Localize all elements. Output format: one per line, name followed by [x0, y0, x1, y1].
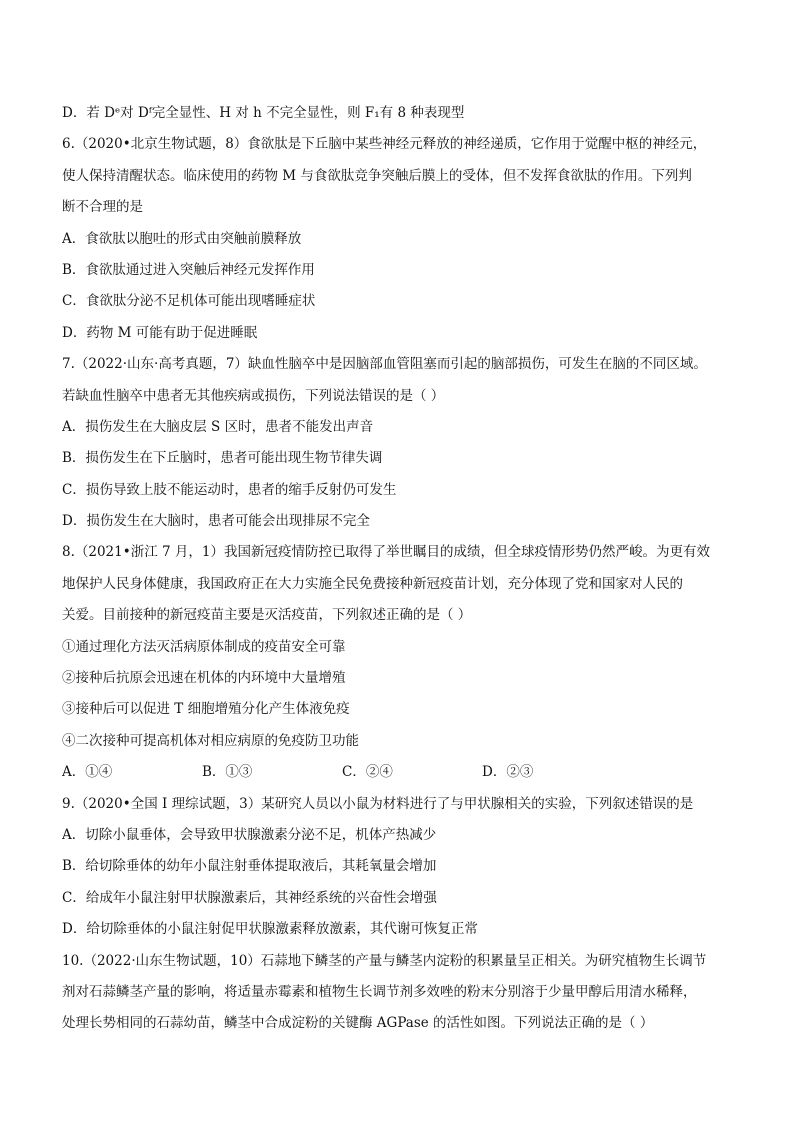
option-line: C．给成年小鼠注射甲状腺激素后，其神经系统的兴奋性会增强: [62, 889, 437, 906]
text-line: 地保护人民身体健康，我国政府正在大力实施全民免费接种新冠疫苗计划，充分体现了党和国家对人民的: [62, 575, 683, 592]
option-line: B．损伤发生在下丘脑时，患者可能出现生物节律失调: [62, 450, 383, 467]
document-page: [62, 98, 742, 1040]
option-c: C．②④: [342, 764, 393, 781]
statement-line: ③接种后可以促进 T 细胞增殖分化产生体液免疫: [62, 701, 350, 718]
text-line: 若缺血性脑卒中患者无其他疾病或损伤，下列说法错误的是（ ）: [62, 387, 445, 404]
text-line: D．若 Dᵉ对 Dᶠ完全显性、H 对 h 不完全显性，则 F₁有 8 种表现型: [62, 105, 465, 121]
text-line: 断不合理的是: [62, 199, 143, 216]
option-a: A．①④: [62, 764, 113, 781]
question-6-stem: 6.（2020•北京生物试题，8）食欲肽是下丘脑中某些神经元释放的神经递质，它作用于觉醒中枢的神经元，: [62, 136, 707, 153]
option-line: A．切除小鼠垂体，会导致甲状腺激素分泌不足，机体产热减少: [62, 826, 437, 843]
text-line: 处理长势相同的石蒜幼苗，鳞茎中合成淀粉的关键酶 AGPase 的活性如图。下列说法正确的是（ ）: [62, 1015, 654, 1032]
statement-line: ①通过理化方法灭活病原体制成的疫苗安全可靠: [62, 638, 346, 655]
question-10-stem: 10.（2022·山东生物试题，10）石蒜地下鳞茎的产量与鳞茎内淀粉的积累量呈正相关。为研究植物生长调节: [62, 952, 707, 969]
option-b: B．①③: [202, 764, 253, 781]
question-7-stem: 7.（2022·山东·高考真题，7）缺血性脑卒中是因脑部血管阻塞而引起的脑部损伤，可发生在脑的不同区域。: [62, 356, 707, 373]
option-line: A．食欲肽以胞吐的形式由突触前膜释放: [62, 230, 302, 247]
text-line: 关爱。目前接种的新冠疫苗主要是灭活疫苗，下列叙述正确的是（ ）: [62, 607, 472, 624]
question-8-stem: 8.（2021•浙江 7 月，1）我国新冠疫情防控已取得了举世瞩目的成绩，但全球疫情形势仍然严峻。为更有效: [62, 544, 710, 561]
option-line: B．给切除垂体的幼年小鼠注射垂体提取液后，其耗氧量会增加: [62, 858, 437, 875]
option-line: D．药物 M 可能有助于促进睡眠: [62, 324, 258, 341]
option-line: C．损伤导致上肢不能运动时，患者的缩手反射仍可发生: [62, 481, 397, 498]
text-line: 使人保持清醒状态。临床使用的药物 M 与食欲肽竞争突触后膜上的受体，但不发挥食欲肽的作用。下列判: [62, 167, 692, 184]
option-line: B．食欲肽通过进入突触后神经元发挥作用: [62, 261, 315, 278]
statement-line: ②接种后抗原会迅速在机体的内环境中大量增殖: [62, 670, 346, 687]
option-line: D．损伤发生在大脑时，患者可能会出现排尿不完全: [62, 513, 370, 530]
option-d: D．②③: [482, 764, 534, 781]
statement-line: ④二次接种可提高机体对相应病原的免疫防卫功能: [62, 732, 359, 749]
text-line: 剂对石蒜鳞茎产量的影响，将适量赤霉素和植物生长调节剂多效唑的粉末分别溶于少量甲醇后用清水稀释，: [62, 983, 697, 1000]
question-9-stem: 9.（2020•全国 I 理综试题，3）某研究人员以小鼠为材料进行了与甲状腺相关的实验，下列叙述错误的是: [62, 795, 694, 812]
option-line: D．给切除垂体的小鼠注射促甲状腺激素释放激素，其代谢可恢复正常: [62, 921, 478, 938]
option-line: C．食欲肽分泌不足机体可能出现嗜睡症状: [62, 293, 316, 310]
option-line: A．损伤发生在大脑皮层 S 区时，患者不能发出声音: [62, 418, 374, 435]
question-8-options: [62, 757, 742, 788]
